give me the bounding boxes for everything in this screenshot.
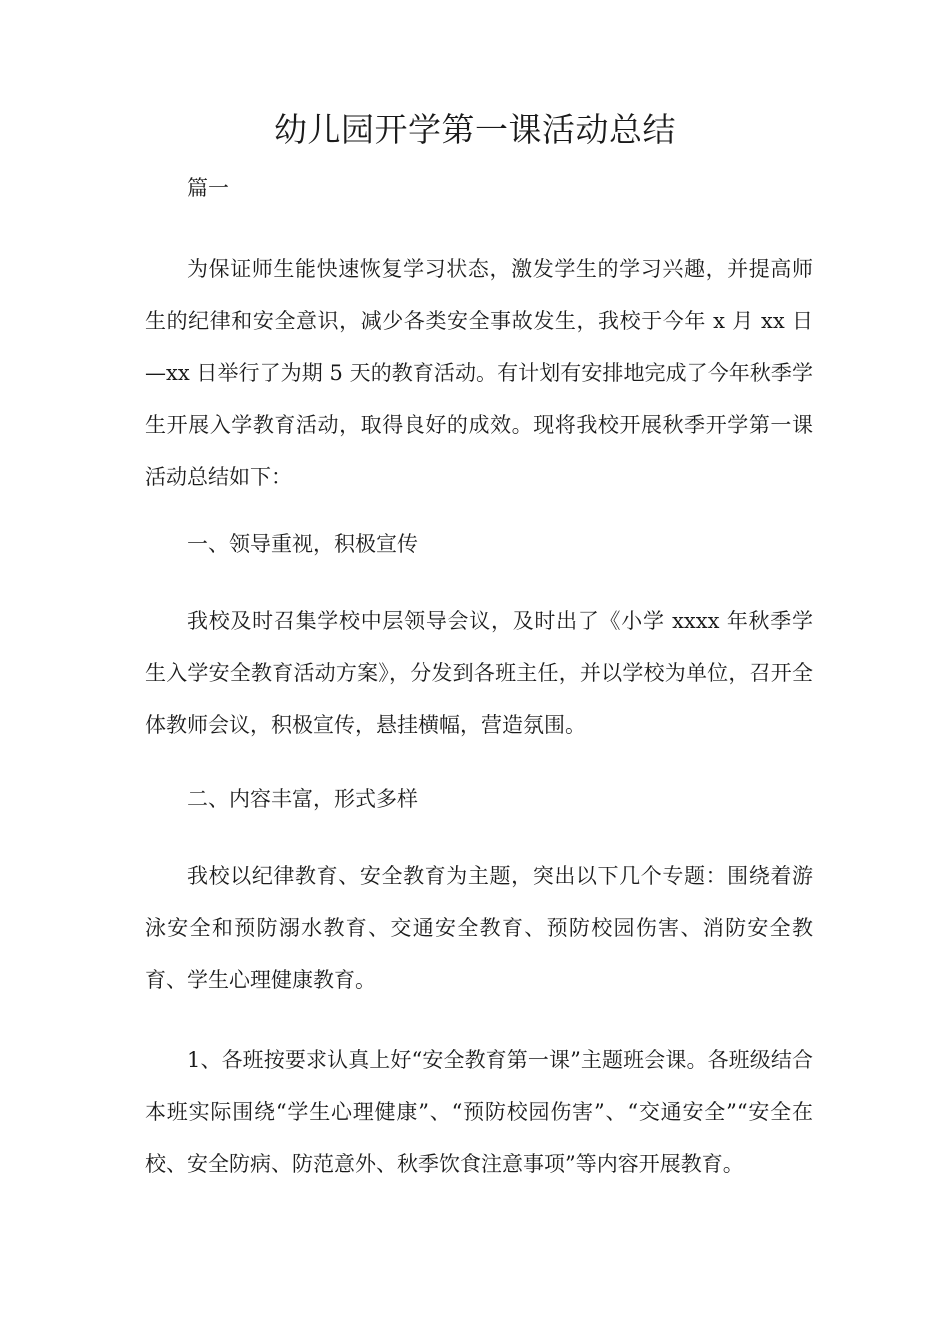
paragraph-class-meeting: 1、各班按要求认真上好“安全教育第一课”主题班会课。各班级结合本班实际围绕“学生心理健康”、“预防校园伤害”、“交通安全”“安全在校、安全防病、防范意外、秋季饮食注意事项”等内容开展教育。 [145, 1048, 813, 1176]
paragraph-leadership: 我校及时召集学校中层领导会议，及时出了《小学 xxxx 年秋季学生入学安全教育活动方案》，分发到各班主任，并以学校为单位，召开全体教师会议，积极宣传，悬挂横幅，营造氛围。 [145, 609, 813, 737]
section-heading-1: 一、领导重视，积极宣传 [187, 532, 418, 556]
section-label: 篇一 [187, 176, 229, 200]
section-heading-2: 二、内容丰富，形式多样 [187, 787, 418, 811]
document-title: 幼儿园开学第一课活动总结 [274, 110, 676, 149]
paragraph-intro: 为保证师生能快速恢复学习状态，激发学生的学习兴趣，并提高师生的纪律和安全意识，减少各类安全事故发生，我校于今年 x 月 xx 日—xx 日举行了为期 5 天的教育活动。有计划有安排地完成了今年秋季学生开展入学教育活动，取得良好的成效。现将我校开展秋季开学第一课活动总结如下： [145, 257, 813, 489]
paragraph-content: 我校以纪律教育、安全教育为主题，突出以下几个专题：围绕着游泳安全和预防溺水教育、交通安全教育、预防校园伤害、消防安全教育、学生心理健康教育。 [145, 864, 813, 992]
